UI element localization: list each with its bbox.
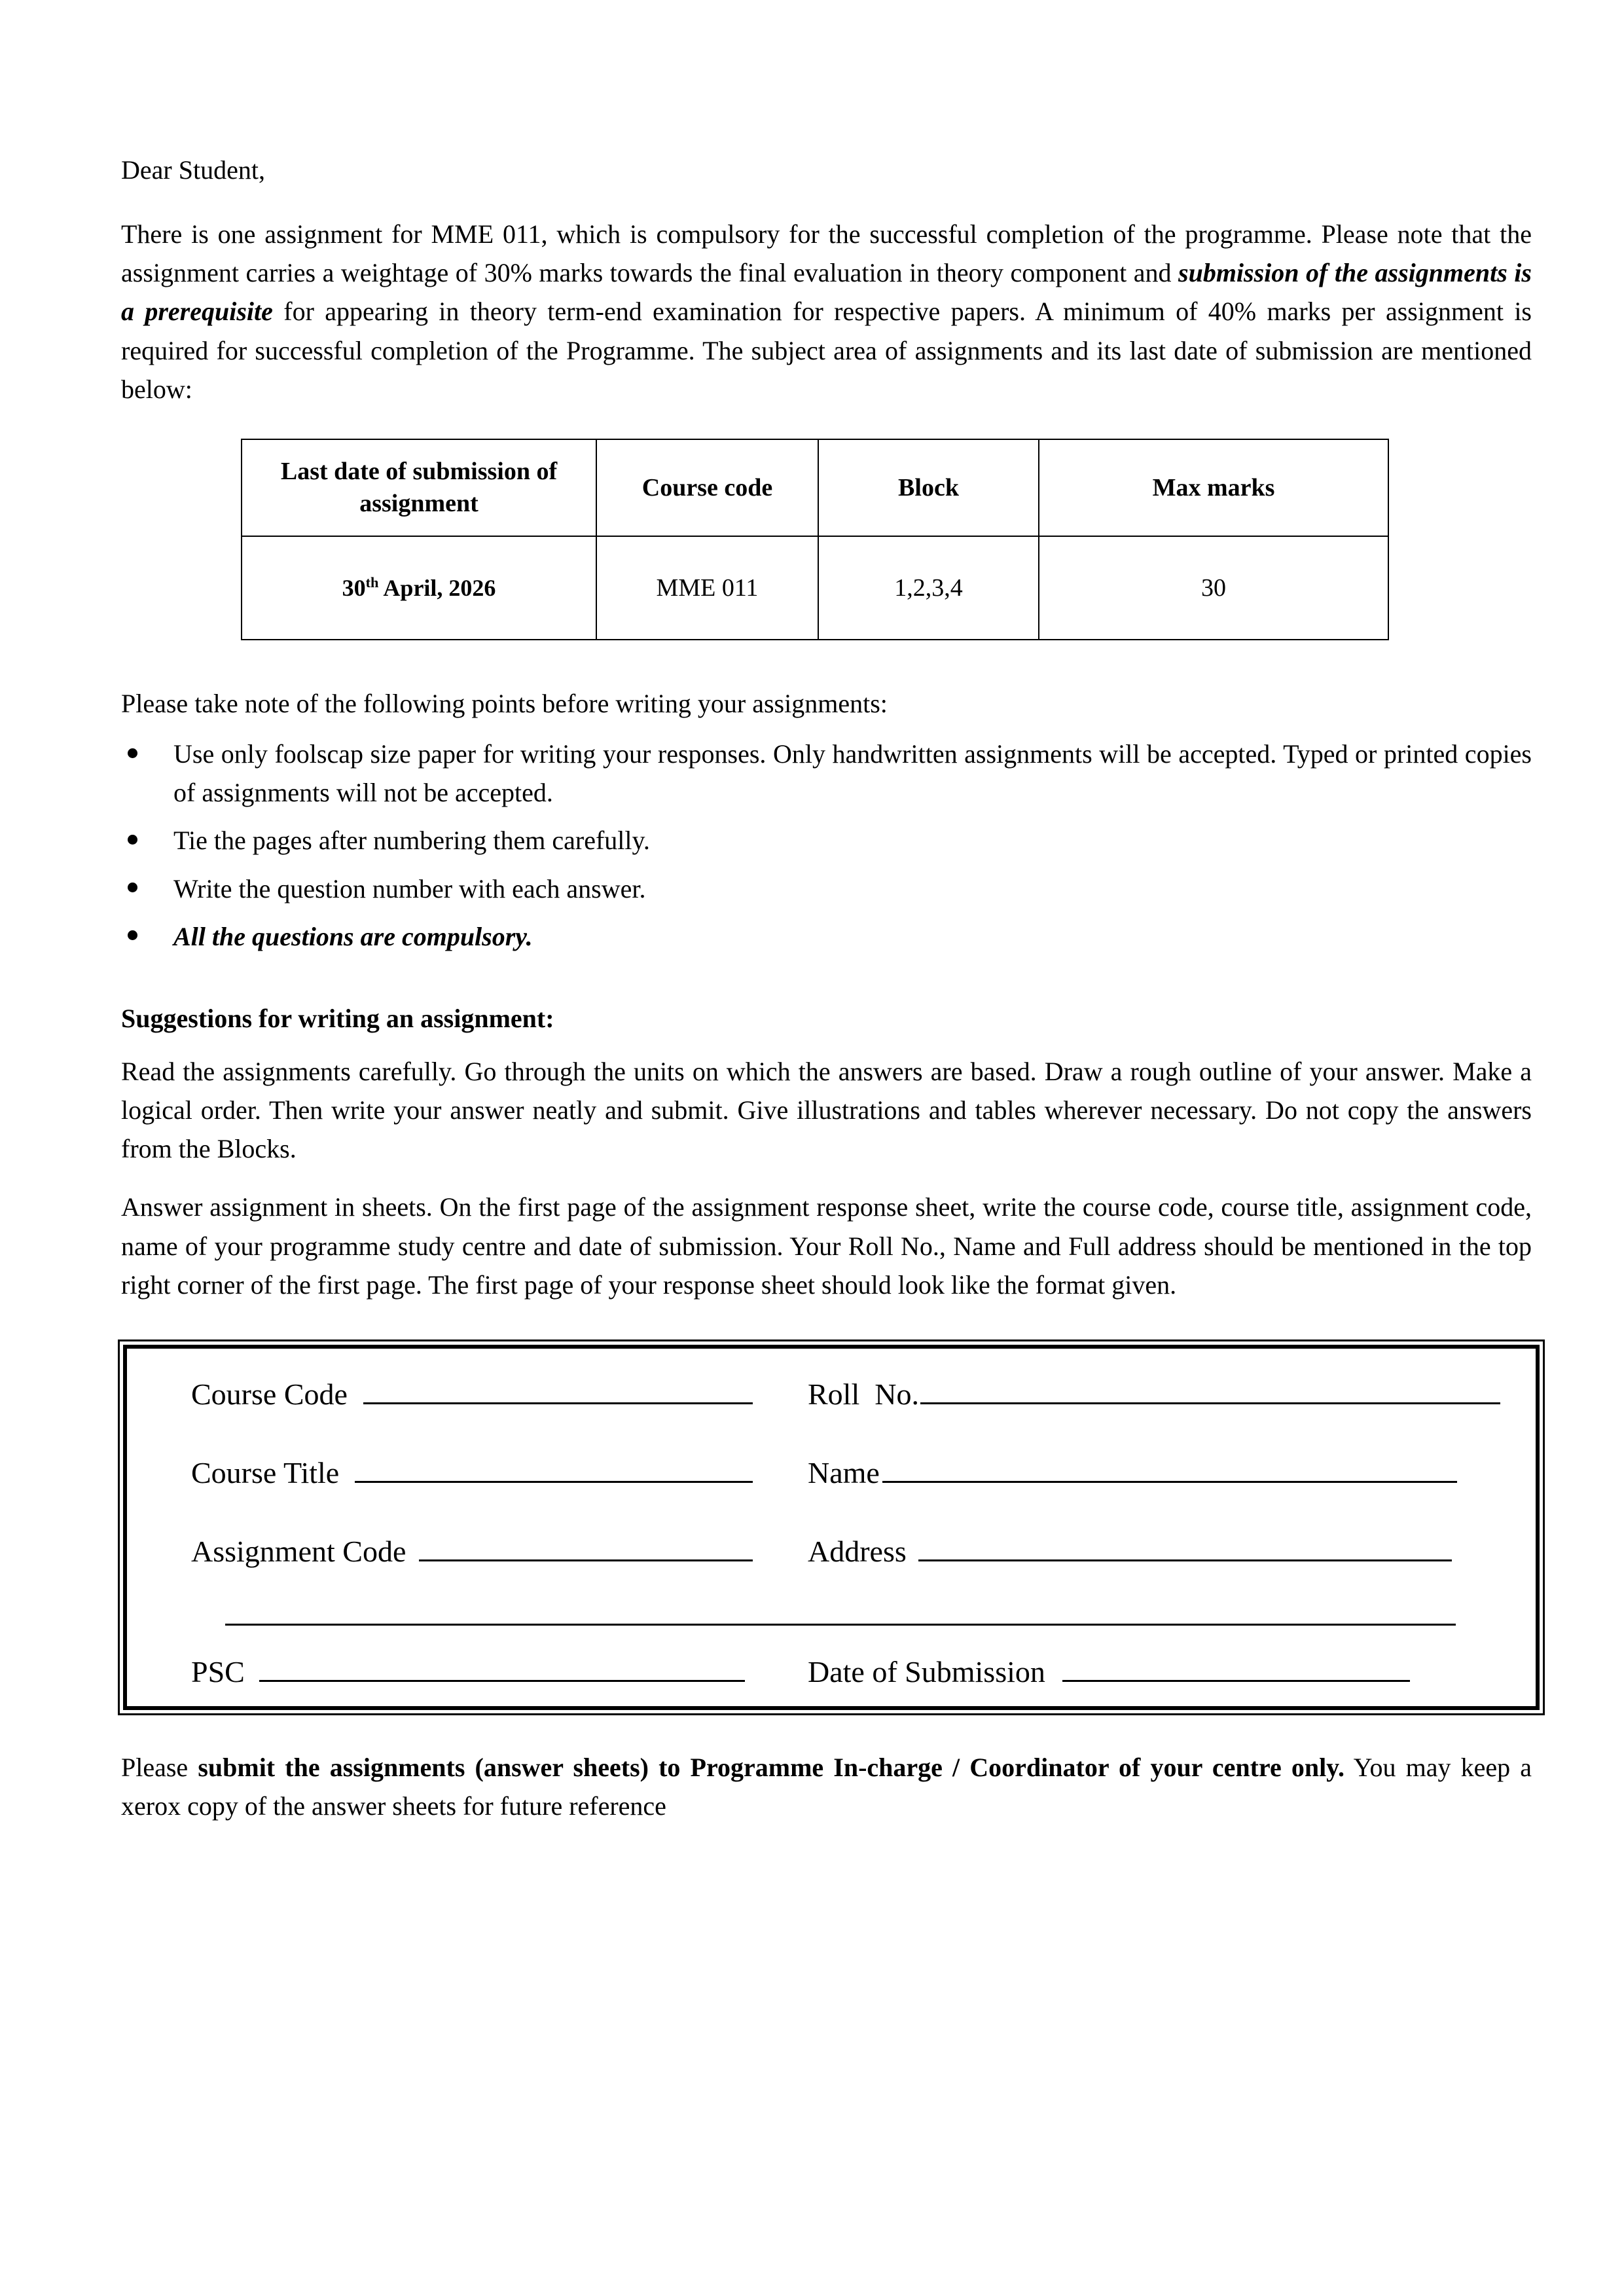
date-of-submission-input-line[interactable] bbox=[1062, 1651, 1410, 1682]
course-code-input-line[interactable] bbox=[363, 1374, 753, 1404]
name-input-line[interactable] bbox=[882, 1452, 1457, 1483]
assignment-code-input-line[interactable] bbox=[419, 1531, 753, 1561]
table-cell-last-date bbox=[242, 536, 596, 640]
list-item-text: Tie the pages after numbering them carefully. bbox=[173, 826, 650, 856]
format-row-assignment-code bbox=[127, 1531, 1536, 1569]
list-item bbox=[121, 869, 1532, 908]
list-item bbox=[121, 735, 1532, 812]
format-field-course-code bbox=[127, 1374, 808, 1412]
closing-paragraph bbox=[121, 1748, 1532, 1825]
table-header-last-date: Last date of submission of assignment bbox=[242, 439, 596, 536]
roll-no-label: Roll No. bbox=[808, 1377, 919, 1411]
psc-label: PSC bbox=[191, 1655, 245, 1688]
course-title-input-line[interactable] bbox=[355, 1452, 753, 1483]
format-box-inner bbox=[123, 1345, 1540, 1710]
date-number: 30 bbox=[342, 574, 366, 601]
bullet-icon bbox=[128, 835, 137, 845]
table-cell-block: 1,2,3,4 bbox=[818, 536, 1039, 640]
address-input-line[interactable] bbox=[918, 1531, 1452, 1561]
list-item bbox=[121, 821, 1532, 860]
date-suffix: th bbox=[365, 574, 379, 591]
format-row-psc bbox=[127, 1651, 1536, 1689]
table-row bbox=[242, 536, 1388, 640]
psc-input-line[interactable] bbox=[259, 1651, 745, 1682]
list-item-text: All the questions are compulsory. bbox=[173, 921, 533, 951]
format-row-course-title bbox=[127, 1452, 1536, 1490]
table-header-row bbox=[242, 439, 1388, 536]
answer-paragraph: Answer assignment in sheets. On the first page of the assignment response sheet, write the course code, course title, assignment code, name of your programme study centre and date of submission. Your Roll No., Name and Full address should be mentioned in the top right corner of the first page. The first page of your response sheet should look like the format given. bbox=[121, 1192, 1532, 1300]
response-sheet-format-box bbox=[118, 1339, 1545, 1715]
table-cell-max-marks: 30 bbox=[1039, 536, 1388, 640]
bullet-icon bbox=[128, 930, 137, 940]
address-continuation-line[interactable] bbox=[225, 1624, 1456, 1626]
intro-part1: There is one assignment for MME 011, which is compulsory for the successful completion of the programme. Please note that the assignment carries a weightage of 30% marks towards the final evaluation in theory component and bbox=[121, 219, 1532, 288]
name-label: Name bbox=[808, 1456, 880, 1489]
address-label: Address bbox=[808, 1535, 907, 1568]
format-field-address bbox=[808, 1531, 1536, 1569]
intro-part2: for appearing in theory term-end examination for respective papers. A minimum of 40% marks per assignment is required for successful completion of the Programme. The subject area of assignments and its last date of submission are mentioned below: bbox=[121, 297, 1532, 404]
course-code-label: Course Code bbox=[191, 1377, 348, 1411]
closing-part1: Please bbox=[121, 1753, 198, 1782]
list-item bbox=[121, 917, 1532, 956]
table-cell-course-code: MME 011 bbox=[596, 536, 818, 640]
intro-emphasis: submission of the assignments is a prerequisite bbox=[121, 258, 1532, 327]
suggestions-paragraph: Read the assignments carefully. Go through the units on which the answers are based. Draw a rough outline of your answer. Make a logical order. Then write your answer neatly and submit. Give illustrations and tables wherever necessary. Do not copy the answers from the Blocks. bbox=[121, 1056, 1532, 1164]
document-content bbox=[121, 152, 1532, 1825]
format-field-course-title bbox=[127, 1452, 808, 1490]
suggestions-heading: Suggestions for writing an assignment: bbox=[121, 1003, 554, 1033]
date-rest: April, 2026 bbox=[378, 574, 496, 601]
assignment-table bbox=[241, 439, 1389, 640]
format-field-date-of-submission bbox=[808, 1651, 1536, 1689]
closing-bold: submit the assignments (answer sheets) to Programme In-charge / Coordinator of your centre only. bbox=[198, 1753, 1344, 1782]
points-list bbox=[121, 735, 1532, 956]
format-row-course-code bbox=[127, 1374, 1536, 1412]
date-of-submission-label: Date of Submission bbox=[808, 1655, 1045, 1688]
format-field-assignment-code bbox=[127, 1531, 808, 1569]
intro-paragraph bbox=[121, 215, 1532, 409]
bullet-icon bbox=[128, 748, 137, 758]
assignment-code-label: Assignment Code bbox=[191, 1535, 406, 1568]
table-header-max-marks: Max marks bbox=[1039, 439, 1388, 536]
assignment-table-wrapper bbox=[241, 439, 1382, 640]
bullet-icon bbox=[128, 883, 137, 892]
format-field-roll-no bbox=[808, 1374, 1536, 1412]
closing-part2: You may keep a xerox copy of the answer sheets for future reference bbox=[121, 1753, 1532, 1821]
table-header-block: Block bbox=[818, 439, 1039, 536]
points-lead: Please take note of the following points before writing your assignments: bbox=[121, 688, 888, 718]
salutation: Dear Student, bbox=[121, 155, 265, 185]
list-item-text: Use only foolscap size paper for writing your responses. Only handwritten assignments will be accepted. Typed or printed copies of assignments will not be accepted. bbox=[173, 738, 1532, 808]
table-header-course-code: Course code bbox=[596, 439, 818, 536]
format-field-name bbox=[808, 1452, 1536, 1490]
format-field-psc bbox=[127, 1651, 808, 1689]
course-title-label: Course Title bbox=[191, 1456, 340, 1489]
list-item-text: Write the question number with each answer. bbox=[173, 873, 646, 903]
roll-no-input-line[interactable] bbox=[920, 1374, 1500, 1404]
